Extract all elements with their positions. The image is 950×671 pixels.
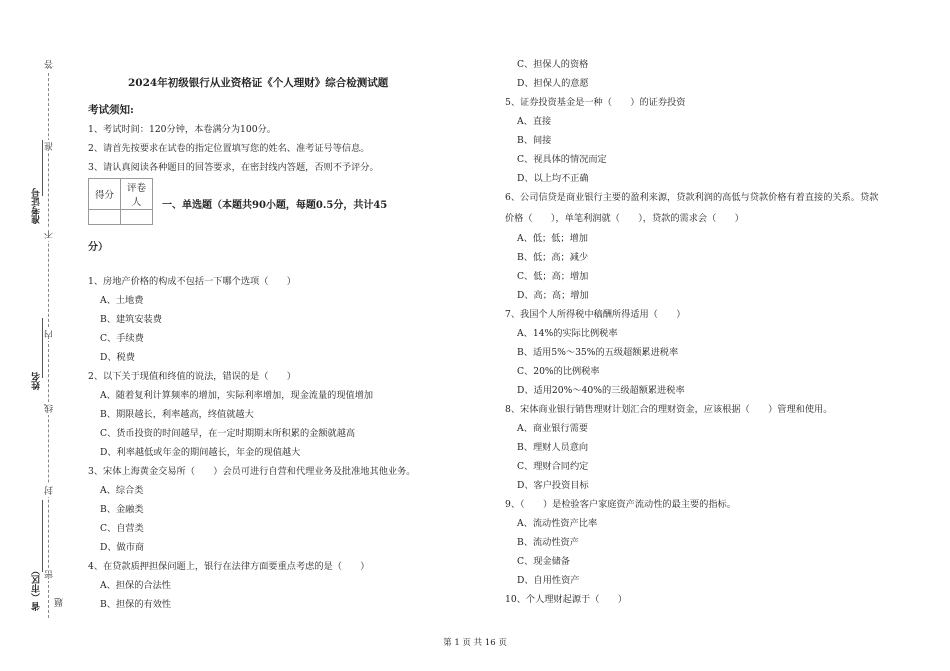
page-title: 2024年初级银行从业资格证《个人理财》综合检测试题 xyxy=(128,77,389,89)
seal-mark-da: 答 xyxy=(45,60,55,69)
name-label: 姓名 xyxy=(32,372,42,390)
option-line: A、低；低；增加 xyxy=(517,233,588,244)
option-line: C、担保人的资格 xyxy=(517,59,589,70)
grader-cell[interactable] xyxy=(121,210,153,225)
grader-header: 评卷人 xyxy=(121,179,153,210)
option-line: A、直接 xyxy=(517,116,552,127)
option-line: B、建筑安装费 xyxy=(100,314,162,325)
option-line: C、理财合同约定 xyxy=(517,461,589,472)
seal-mark-feng: 封 xyxy=(45,486,55,495)
option-line: C、现金储备 xyxy=(517,556,570,567)
section-heading-cont: 分） xyxy=(88,242,108,253)
score-table xyxy=(88,178,153,225)
option-line: B、低；高；减少 xyxy=(517,252,589,263)
option-line: C、自营类 xyxy=(100,523,144,534)
option-line: C、视具体的情况而定 xyxy=(517,154,607,165)
score-cell[interactable] xyxy=(89,210,121,225)
option-line: A、担保的合法性 xyxy=(100,580,171,591)
exam-number-underline xyxy=(42,140,43,196)
option-line: B、间接 xyxy=(517,135,552,146)
option-line: D、高；高；增加 xyxy=(517,290,589,301)
page-footer: 第 1 页 共 16 页 xyxy=(443,638,507,648)
notice-item: 3、请认真阅读各种题目的回答要求，在密封线内答题，否则不予评分。 xyxy=(88,162,379,173)
notice-item: 2、请首先按要求在试卷的指定位置填写您的姓名、准考证号等信息。 xyxy=(88,143,370,154)
province-label: 省（市区） xyxy=(32,566,42,611)
option-line: B、适用5%～35%的五级超额累进税率 xyxy=(517,347,679,358)
question-line: 3、宋体上海黄金交易所（ ）会员可进行自营和代理业务及批准地其他业务。 xyxy=(88,466,416,477)
notice-item: 1、考试时间：120分钟，本卷满分为100分。 xyxy=(88,124,276,135)
option-line: D、自用性资产 xyxy=(517,575,580,586)
option-line: B、期限越长，利率越高，终值就越大 xyxy=(100,409,254,420)
option-line: A、流动性资产比率 xyxy=(517,518,598,529)
section-heading: 一、单选题（本题共90小题，每题0.5分，共计45 xyxy=(162,200,388,211)
binding-margin xyxy=(0,0,78,671)
seal-mark-ti: 题 xyxy=(55,598,65,607)
question-line: 9、（ ）是检验客户家庭资产流动性的最主要的指标。 xyxy=(505,499,736,510)
question-line: 6、公司信贷是商业银行主要的盈利来源，贷款利润的高低与贷款价格有着直接的关系。贷款 xyxy=(505,192,879,203)
question-line: 5、证券投资基金是一种（ ）的证券投资 xyxy=(505,97,686,108)
option-line: D、以上均不正确 xyxy=(517,173,589,184)
province-underline xyxy=(42,500,43,572)
question-line: 8、宋体商业银行销售理财计划汇合的理财资金，应该根据（ ）管理和使用。 xyxy=(505,404,833,415)
seal-mark-mi: 密 xyxy=(45,570,55,579)
option-line: B、理财人员意向 xyxy=(517,442,589,453)
question-line: 2、以下关于现值和终值的说法，错误的是（ ） xyxy=(88,371,296,382)
option-line: B、流动性资产 xyxy=(517,537,579,548)
seal-mark-bu: 不 xyxy=(45,230,55,239)
option-line: C、手续费 xyxy=(100,333,144,344)
option-line: D、做市商 xyxy=(100,542,145,553)
question-line: 4、在贷款质押担保问题上，银行在法律方面要重点考虑的是（ ） xyxy=(88,561,370,572)
option-line: A、商业银行需要 xyxy=(517,423,588,434)
question-line: 10、个人理财起源于（ ） xyxy=(505,594,627,605)
option-line: A、土地费 xyxy=(100,295,144,306)
question-line: 1、房地产价格的构成不包括一下哪个选项（ ） xyxy=(88,276,296,287)
seal-mark-zhun: 准 xyxy=(45,142,55,151)
name-underline xyxy=(42,318,43,378)
option-line: D、客户投资目标 xyxy=(517,480,589,491)
question-line-cont: 价格（ ），单笔利润就（ ），贷款的需求会（ ） xyxy=(505,213,744,224)
option-line: D、适用20%～40%的三级超额累进税率 xyxy=(517,385,685,396)
option-line: A、综合类 xyxy=(100,485,144,496)
option-line: D、利率越低或年金的期间越长，年金的现值越大 xyxy=(100,447,301,458)
option-line: A、14%的实际比例税率 xyxy=(517,328,618,339)
option-line: C、低；高；增加 xyxy=(517,271,589,282)
option-line: C、货币投资的时间越早，在一定时期期末所积累的金额就越高 xyxy=(100,428,356,439)
exam-number-label: 准考证号 xyxy=(32,188,42,224)
option-line: D、担保人的意愿 xyxy=(517,78,589,89)
seal-mark-nei: 内 xyxy=(45,330,55,339)
option-line: A、随着复利计算频率的增加，实际利率增加，现金流量的现值增加 xyxy=(100,390,374,401)
notice-heading: 考试须知: xyxy=(88,104,134,116)
option-line: B、金融类 xyxy=(100,504,144,515)
option-line: C、20%的比例税率 xyxy=(517,366,600,377)
option-line: D、税费 xyxy=(100,352,135,363)
question-line: 7、我国个人所得税中稿酬所得适用（ ） xyxy=(505,309,686,320)
option-line: B、担保的有效性 xyxy=(100,599,172,610)
seal-mark-xian: 线 xyxy=(45,404,55,413)
score-header: 得分 xyxy=(89,179,121,210)
